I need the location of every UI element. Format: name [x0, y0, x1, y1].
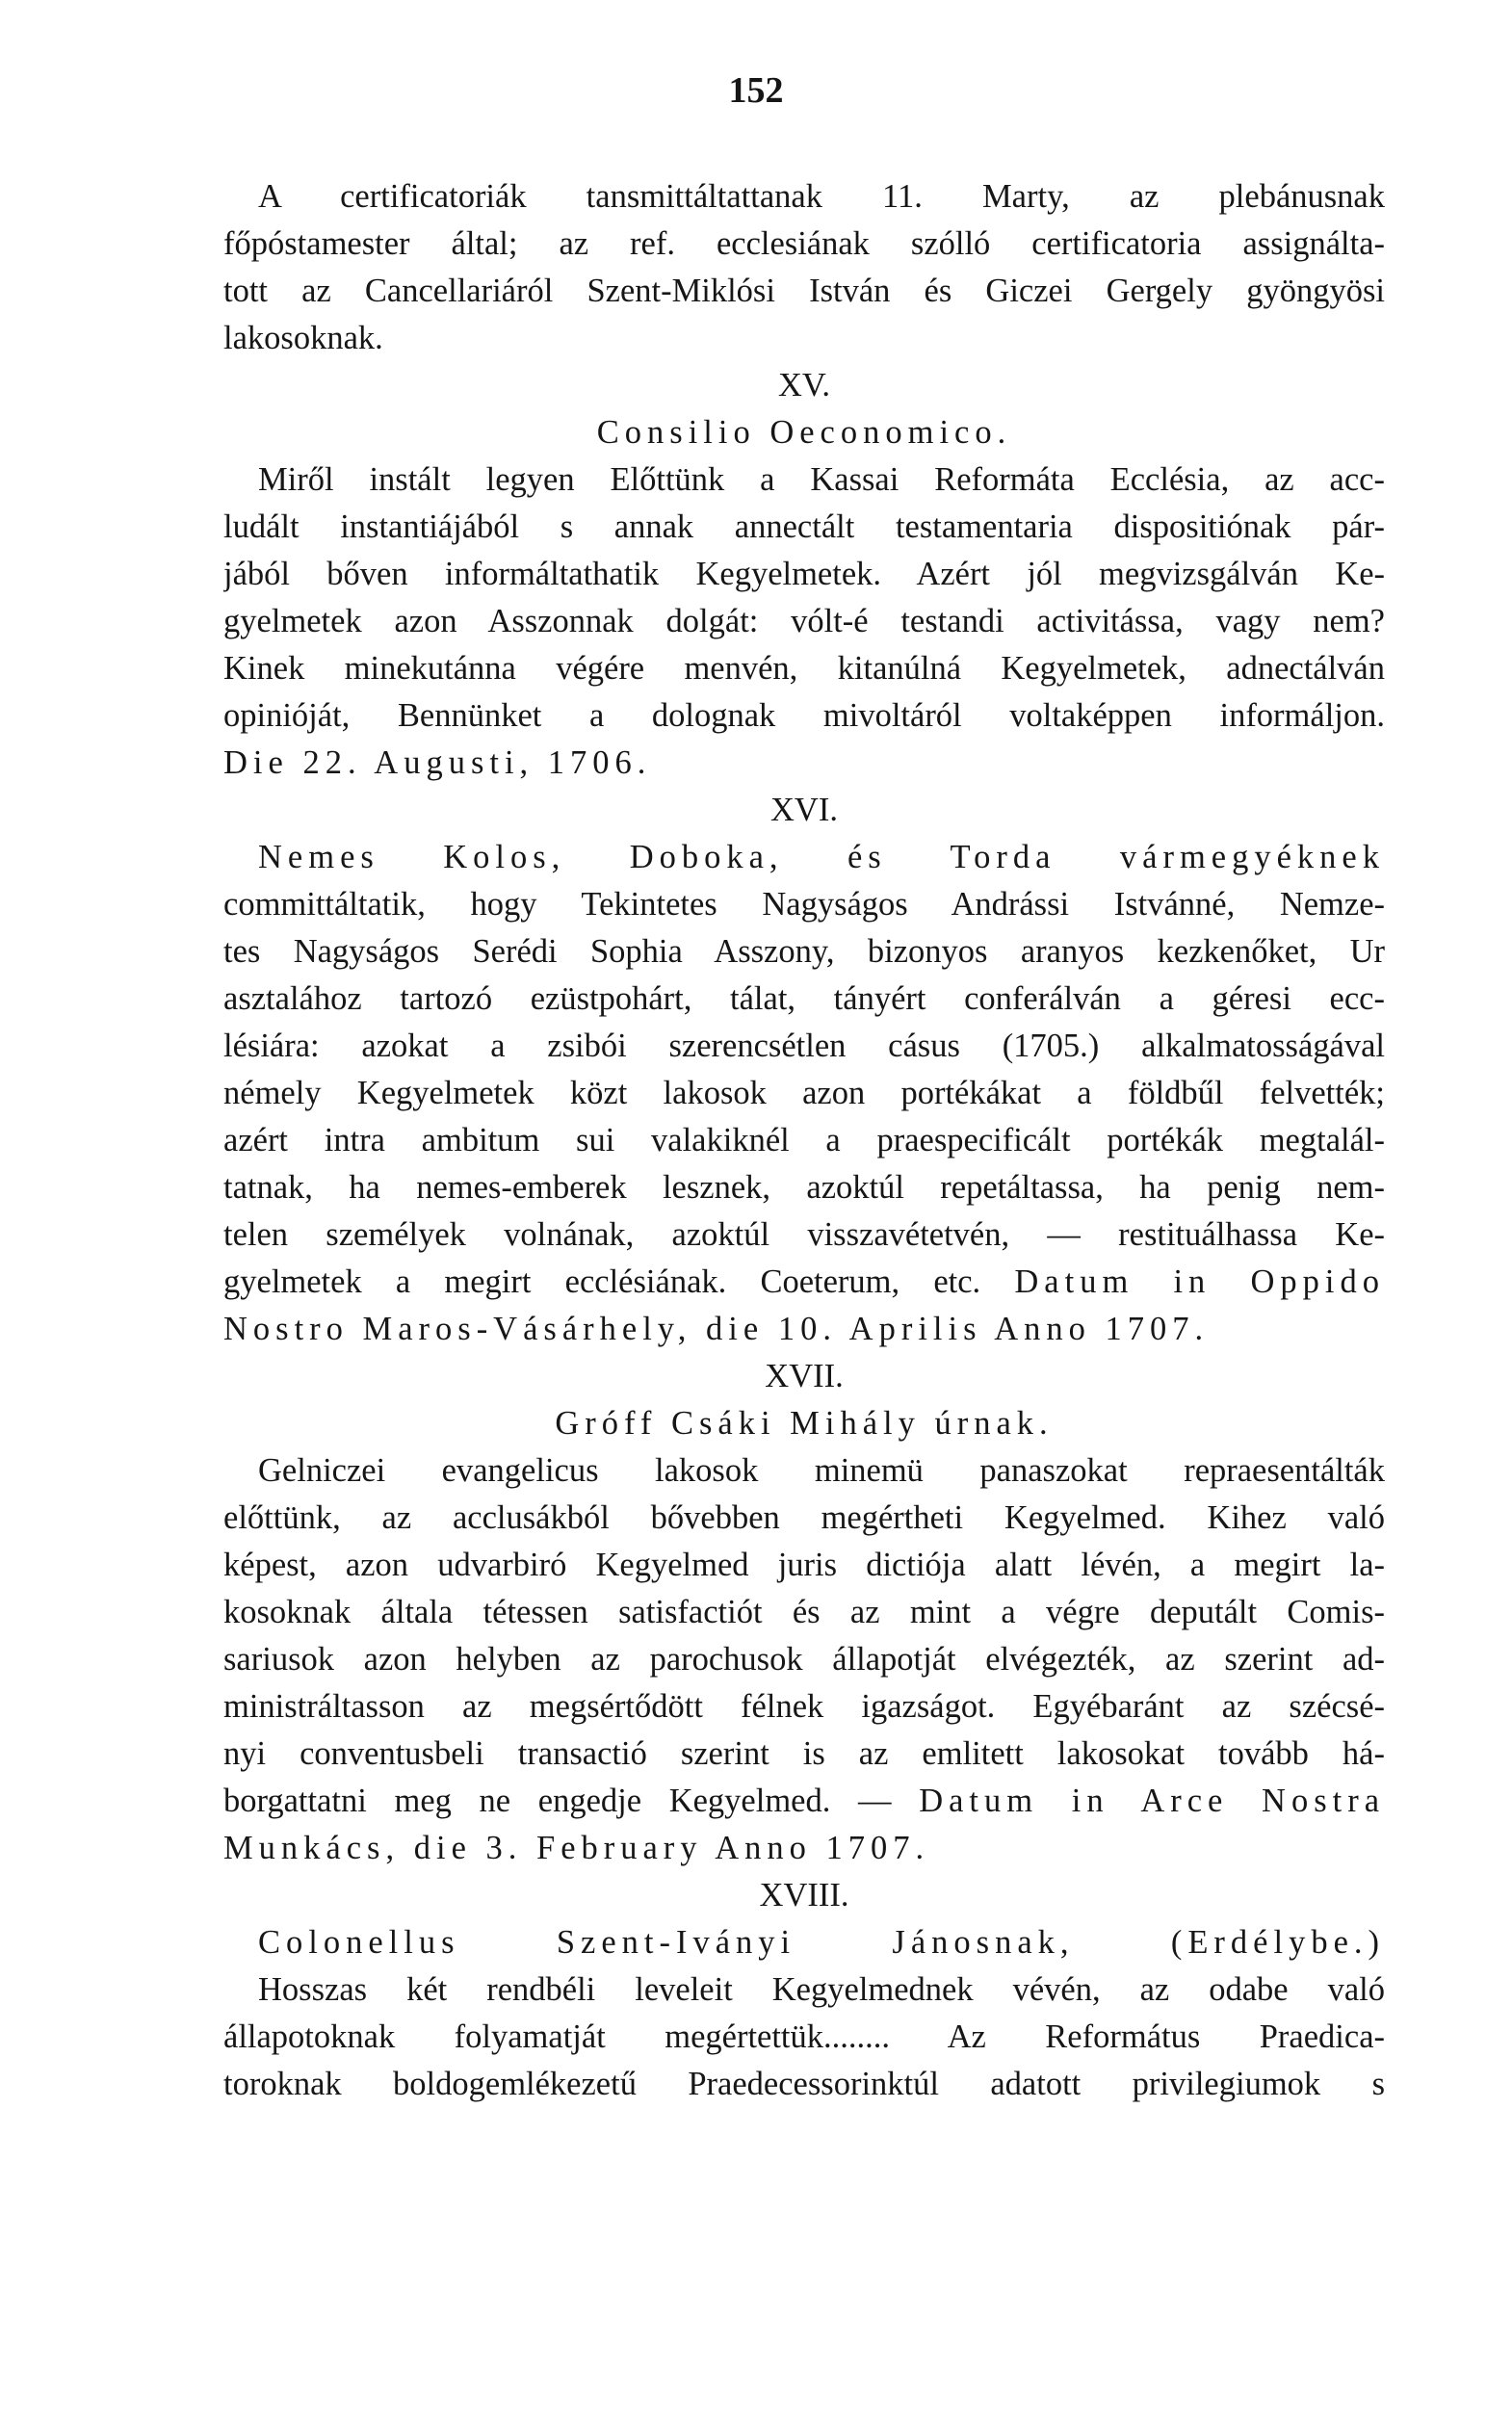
date-line: Munkács, die 3. February Anno 1707.: [223, 1830, 930, 1866]
text-line: ludált instantiájából s annak annectált testamentaria dispositiónak pár-: [223, 508, 1385, 545]
section-xviii-paragraph: [223, 1966, 1385, 2108]
date-line: Die 22. Augusti, 1706.: [223, 744, 652, 781]
datum-text: Datum in Oppido: [1014, 1263, 1385, 1300]
text-line: gyelmetek azon Asszonnak dolgát: vólt-é testandi activitássa, vagy nem?: [223, 603, 1385, 639]
section-xv-paragraph: [223, 456, 1385, 787]
text-line: Miről instált legyen Előttünk a Kassai Reformáta Ecclésia, az acc-: [258, 461, 1385, 498]
datum-text: Datum in Arce Nostra: [919, 1783, 1385, 1819]
section-title: Consilio Oeconomico.: [596, 414, 1012, 451]
text-segment: gyelmetek a megirt ecclésiának. Coeterum, etc.: [223, 1263, 981, 1300]
text-line: ministráltasson az megsértődött félnek igazságot. Egyébaránt az szécsé-: [223, 1688, 1385, 1725]
text-line: lakosoknak.: [223, 320, 383, 356]
text-line: toroknak boldogemlékezetű Praedecessorinktúl adatott privilegiumok s: [223, 2066, 1385, 2102]
text-line: előttünk, az acclusákból bővebben megértheti Kegyelmed. Kihez való: [223, 1499, 1385, 1536]
text-line: tatnak, ha nemes-emberek lesznek, azoktúl repetáltassa, ha penig nem-: [223, 1169, 1385, 1206]
intro-paragraph: [223, 173, 1385, 362]
text-line: opinióját, Bennünket a dolognak mivoltáról voltaképpen informáljon.: [223, 697, 1385, 734]
text-line: telen személyek volnának, azoktúl visszavétetvén, — restituálhassa Ke-: [223, 1216, 1385, 1253]
section-number: XVI.: [770, 792, 838, 828]
text-segment: borgattatni meg ne engedje Kegyelmed. —: [223, 1783, 892, 1819]
text-line: Gelniczei evangelicus lakosok minemü panaszokat repraesentálták: [258, 1452, 1385, 1489]
section-title: Gróff Csáki Mihály úrnak.: [555, 1405, 1054, 1442]
section-number: XV.: [777, 367, 830, 404]
date-line: Nostro Maros-Vásárhely, die 10. Aprilis Anno 1707.: [223, 1311, 1210, 1347]
text-line: Kinek minekutánna végére menvén, kitanúlná Kegyelmetek, adnectálván: [223, 650, 1385, 687]
text-line: állapotoknak folyamatját megértettük........ Az Református Praedica-: [223, 2018, 1385, 2055]
text-line: tes Nagyságos Serédi Sophia Asszony, bizonyos aranyos kezkenőket, Ur: [223, 933, 1385, 970]
text-line: tott az Cancellariáról Szent-Miklósi István és Giczei Gergely gyöngyösi: [223, 273, 1385, 309]
text-line: főpóstamester által; az ref. ecclesiának szólló certificatoria assignálta-: [223, 225, 1385, 262]
text-line: képest, azon udvarbiró Kegyelmed juris dictiója alatt lévén, a megirt la-: [223, 1547, 1385, 1583]
text-line: Hosszas két rendbéli leveleit Kegyelmednek vévén, az odabe való: [258, 1971, 1385, 2008]
text-line: committáltatik, hogy Tekintetes Nagyságos Andrássi Istvánné, Nemze-: [223, 886, 1385, 923]
section-number: XVII.: [765, 1358, 844, 1394]
text-line: kosoknak általa tétessen satisfactiót és az mint a végre deputált Comis-: [223, 1594, 1385, 1630]
page-number: 152: [728, 70, 784, 111]
text-line: lésiára: azokat a zsibói szerencsétlen cásus (1705.) alkalmatosságával: [223, 1028, 1385, 1064]
section-number: XVIII.: [759, 1877, 849, 1913]
section-title: Colonellus Szent-Iványi Jánosnak, (Erdélybe.): [258, 1924, 1385, 1961]
section-title: Nemes Kolos, Doboka, és Torda vármegyéknek: [258, 839, 1385, 875]
text-line: azért intra ambitum sui valakiknél a praespecificált portékák megtalál-: [223, 1122, 1385, 1158]
text-line: [223, 1778, 1385, 1825]
text-line: [223, 1259, 1385, 1306]
section-xvi-paragraph: [223, 881, 1385, 1353]
text-line: némely Kegyelmetek közt lakosok azon portékákat a földbűl felvették;: [223, 1075, 1385, 1111]
text-line: asztalához tartozó ezüstpohárt, tálat, tányért conferálván a géresi ecc-: [223, 980, 1385, 1017]
text-line: nyi conventusbeli transactió szerint is az emlitett lakosokat tovább há-: [223, 1735, 1385, 1772]
section-xvii-paragraph: [223, 1447, 1385, 1872]
text-line: jából bőven informáltathatik Kegyelmetek. Azért jól megvizsgálván Ke-: [223, 556, 1385, 592]
text-line: A certificatoriák tansmittáltattanak 11. Marty, az plebánusnak: [258, 178, 1385, 215]
page-body: [223, 173, 1385, 2108]
text-line: sariusok azon helyben az parochusok állapotját elvégezték, az szerint ad-: [223, 1641, 1385, 1678]
